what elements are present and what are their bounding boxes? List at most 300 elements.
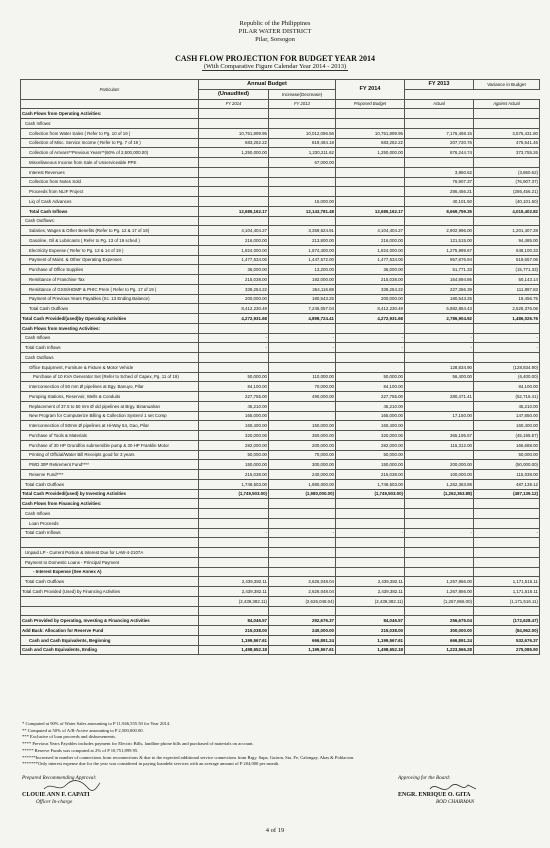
row-label	[21, 538, 199, 548]
cell-budget-fy2013: 7,245,057.04	[269, 304, 336, 314]
cell-budget-fy2013	[269, 548, 336, 558]
cell-variance: 50,000.00	[474, 450, 540, 460]
cell-variance: 1,171,516.11	[474, 587, 540, 597]
cell-actual-fy2013	[405, 382, 474, 392]
row-label: Liq of Cash Advances	[21, 197, 199, 207]
row-label: Unpaid LP - Current Portion & Interest Due for LAW-4-2107A	[21, 548, 199, 558]
preparer-title: Officer In-charge	[36, 799, 73, 805]
cell-variance: 275,085.90	[474, 645, 540, 655]
footnote: ** Computed at 50% of A/R-Active amounting to P 2,500,000.00.	[22, 727, 144, 733]
header-variance-line2: Increase(Decrease)	[269, 89, 336, 99]
table-row	[21, 577, 540, 587]
prepared-by-block	[22, 775, 97, 806]
cell-budget-fy2014: 150,000.00	[199, 460, 269, 470]
cell-budget-fy2014: 1,477,534.00	[199, 255, 269, 265]
cell-proposed-fy2014	[336, 499, 405, 509]
row-label: Purchase of 30 HP Grundfos submersible pump & 30 HP Franklin Motor	[21, 440, 199, 450]
table-row	[21, 616, 540, 626]
row-label: - Interest Expense (See Annex A)	[21, 567, 199, 577]
cell-proposed-fy2014: 150,000.00	[336, 460, 405, 470]
cell-budget-fy2014	[199, 548, 269, 558]
table-row	[21, 333, 540, 343]
row-label: Total Cash Inflows	[21, 343, 199, 353]
cell-budget-fy2014	[199, 538, 269, 548]
row-label: Total Cash Outflows	[21, 304, 199, 314]
row-label: Cash Flows from Investing Activities:	[21, 323, 199, 333]
approver-caption: Approving for the Board:	[398, 775, 451, 781]
cell-budget-fy2014: 84,100.00	[199, 382, 269, 392]
cell-proposed-fy2014: 215,038.00	[336, 275, 405, 285]
cell-variance: (3,860.62)	[474, 167, 540, 177]
cell-proposed-fy2014	[336, 353, 405, 363]
table-row	[21, 606, 540, 616]
cell-budget-fy2013: 2,626,048.04	[269, 587, 336, 597]
cell-budget-fy2013: 240,000.00	[269, 470, 336, 480]
cell-proposed-fy2014: 4,272,931.68	[336, 314, 405, 324]
subheader-fy2013: FY 2013	[269, 99, 336, 109]
cell-actual-fy2013	[405, 450, 474, 460]
table-row	[21, 255, 540, 265]
cell-actual-fy2013	[405, 557, 474, 567]
cell-budget-fy2013	[269, 557, 336, 567]
cell-budget-fy2013: 350,000.00	[269, 431, 336, 441]
cell-variance: 3,575,431.80	[474, 128, 540, 138]
table-row	[21, 216, 540, 226]
cell-actual-fy2013: 7,176,468.15	[405, 128, 474, 138]
cell-budget-fy2014	[199, 187, 269, 197]
cell-budget-fy2014: 36,000.00	[199, 265, 269, 275]
cell-budget-fy2014: 50,000.00	[199, 372, 269, 382]
cell-budget-fy2013: -	[269, 333, 336, 343]
cell-proposed-fy2014: 1,824,000.00	[336, 245, 405, 255]
cell-actual-fy2013: 17,150.00	[405, 411, 474, 421]
cell-budget-fy2013: 490,000.00	[269, 392, 336, 402]
row-label: Cash Outflows:	[21, 216, 199, 226]
cell-actual-fy2013: 3,860.62	[405, 167, 474, 177]
cell-budget-fy2013: 292,676.37	[269, 616, 336, 626]
cell-budget-fy2014	[199, 499, 269, 509]
table-row	[21, 587, 540, 597]
cell-actual-fy2013	[405, 538, 474, 548]
cell-budget-fy2013	[269, 119, 336, 129]
prepared-caption: Prepared Recommending Approval:	[22, 775, 97, 781]
cell-actual-fy2013: 1,267,866.00	[405, 577, 474, 587]
cell-budget-fy2014	[199, 323, 269, 333]
cell-budget-fy2014: 339,254.22	[199, 284, 269, 294]
row-label: Interconnection of 50mm Ø pipelines at Hi-Way 54, Gao, Pilar	[21, 421, 199, 431]
row-label: Office Equipment, Furniture & Fixture & Motor Vehicle	[21, 362, 199, 372]
cell-proposed-fy2014	[336, 216, 405, 226]
cell-proposed-fy2014: 282,000.00	[336, 440, 405, 450]
preparer-name: CLOUIE ANN F. CAPATI	[22, 792, 90, 798]
cell-budget-fy2014: 4,272,931.68	[199, 314, 269, 324]
table-row	[21, 158, 540, 168]
cell-actual-fy2013: -	[405, 333, 474, 343]
row-label: Cash Inflows	[21, 509, 199, 519]
row-label: Remittance of GSIS/HDMF & PHIC Prem ( Refer to Pg. 17 of 19 )	[21, 284, 199, 294]
cell-actual-fy2013: 76,907.37	[405, 177, 474, 187]
cell-variance: (45,195.57)	[474, 431, 540, 441]
cell-proposed-fy2014: 36,000.00	[336, 265, 405, 275]
table-header-row-1	[21, 80, 540, 90]
row-label: Cash Inflows	[21, 333, 199, 343]
cell-variance	[474, 119, 540, 129]
cell-budget-fy2014: 160,400.00	[199, 421, 269, 431]
cell-variance: 1,486,026.76	[474, 314, 540, 324]
cell-proposed-fy2014: 339,254.22	[336, 284, 405, 294]
cell-variance: 548,100.33	[474, 245, 540, 255]
cell-variance: (50,000.00)	[474, 460, 540, 470]
cell-proposed-fy2014: 227,755.00	[336, 392, 405, 402]
table-row	[21, 401, 540, 411]
cell-budget-fy2013	[269, 401, 336, 411]
table-row	[21, 343, 540, 353]
cell-variance: (487,139.12)	[474, 489, 540, 499]
cell-budget-fy2013: 240,000.00	[269, 626, 336, 636]
cell-proposed-fy2014: 160,400.00	[336, 421, 405, 431]
header-fy2013: FY 2013	[405, 80, 474, 90]
cell-budget-fy2014	[199, 518, 269, 528]
cell-budget-fy2013	[269, 216, 336, 226]
cell-budget-fy2013: 4,898,724.41	[269, 314, 336, 324]
cell-proposed-fy2014	[336, 567, 405, 577]
footnote: ******Increased in number of connections from reconnections & due to the expected additional service connections from Brgy. Sapa, Guiron, Sta. Fe, Calongay, Abas & Poblacion.	[22, 754, 355, 760]
cell-budget-fy2013	[269, 567, 336, 577]
cell-proposed-fy2014: 10,751,899.95	[336, 128, 405, 138]
cell-budget-fy2013	[269, 499, 336, 509]
cell-proposed-fy2014: 215,038.00	[336, 470, 405, 480]
row-label: Remittance of Franchise Tax	[21, 275, 199, 285]
cell-proposed-fy2014	[336, 323, 405, 333]
cell-actual-fy2013: 115,312.00	[405, 440, 474, 450]
table-row	[21, 265, 540, 275]
cell-proposed-fy2014	[336, 158, 405, 168]
row-label: Total Cash Provided/(used) by Investing Activities	[21, 489, 199, 499]
cell-actual-fy2013	[405, 606, 474, 616]
row-label: Total Cash Provided (Used) by Financing Activities	[21, 587, 199, 597]
cell-budget-fy2014: 8,412,230.49	[199, 304, 269, 314]
cell-budget-fy2013	[269, 177, 336, 187]
cell-actual-fy2013: 1,262,363.88	[405, 479, 474, 489]
cell-actual-fy2013	[405, 323, 474, 333]
cell-variance: (40,101.50)	[474, 197, 540, 207]
table-row	[21, 177, 540, 187]
header-variance-line1: Variance in Budget	[487, 81, 526, 87]
approved-by-block	[398, 775, 474, 806]
cell-budget-fy2014: 683,262.22	[199, 138, 269, 148]
cell-budget-fy2014: -	[199, 528, 269, 538]
table-row	[21, 353, 540, 363]
cell-variance: (1,171,516.11)	[474, 596, 540, 606]
cell-actual-fy2013: 280,471.41	[405, 392, 474, 402]
row-label: Interconnection of 50 mm Ø pipelines at Bgy. Banuyo, Pilar	[21, 382, 199, 392]
cell-variance: 111,897.83	[474, 284, 540, 294]
header-fy2014: FY 2014	[336, 80, 405, 100]
row-label: Total Cash Inflows	[21, 528, 199, 538]
table-row	[21, 626, 540, 636]
cell-actual-fy2013: 180,543.25	[405, 294, 474, 304]
cell-variance	[474, 216, 540, 226]
cell-variance	[474, 538, 540, 548]
row-label: Total Cash Inflows	[21, 206, 199, 216]
table-row	[21, 489, 540, 499]
footnote: *** Exclusive of loan proceeds and disbursements.	[22, 734, 117, 740]
cell-budget-fy2013	[269, 109, 336, 119]
row-label: Reserve Fund****	[21, 470, 199, 480]
cell-actual-fy2013	[405, 499, 474, 509]
table-row	[21, 304, 540, 314]
cell-actual-fy2013: 365,195.57	[405, 431, 474, 441]
row-label: Interest Revenues	[21, 167, 199, 177]
cell-budget-fy2013	[269, 518, 336, 528]
cell-variance: (128,834.90)	[474, 362, 540, 372]
cell-budget-fy2013: -	[269, 528, 336, 538]
row-label	[21, 596, 199, 606]
row-label: Miscellaneous Income from Sale of Unserviceable PPE	[21, 158, 199, 168]
table-row	[21, 392, 540, 402]
footnote: **** Previous Years Payables includes payment for Electric Bills, landline phone bills and purchased of materials on account.	[22, 741, 254, 747]
cell-budget-fy2014	[199, 119, 269, 129]
cell-proposed-fy2014: (1,749,503.00)	[336, 489, 405, 499]
row-label: Cash Flows from Operating Activities:	[21, 109, 199, 119]
table-row	[21, 548, 540, 558]
cell-proposed-fy2014	[336, 119, 405, 129]
cell-proposed-fy2014: 1,250,000.00	[336, 148, 405, 158]
table-row	[21, 528, 540, 538]
cell-budget-fy2013	[269, 509, 336, 519]
cell-actual-fy2013	[405, 518, 474, 528]
cell-budget-fy2013: 200,000.00	[269, 440, 336, 450]
cell-budget-fy2013: 1,199,567.61	[269, 645, 336, 655]
row-label	[21, 606, 199, 616]
cell-variance: 160,400.00	[474, 421, 540, 431]
header-particulars: Particulars	[21, 80, 199, 100]
cell-proposed-fy2014: 50,000.00	[336, 450, 405, 460]
table-header-row-3	[21, 99, 540, 109]
table-row	[21, 440, 540, 450]
cell-actual-fy2013	[405, 421, 474, 431]
cell-variance: (76,907.37)	[474, 177, 540, 187]
cell-budget-fy2014	[199, 167, 269, 177]
cell-variance	[474, 158, 540, 168]
table-row	[21, 197, 540, 207]
cell-proposed-fy2014	[336, 167, 405, 177]
signature-mark-right	[428, 781, 478, 795]
cell-budget-fy2013	[269, 362, 336, 372]
cell-variance	[474, 548, 540, 558]
table-row	[21, 284, 540, 294]
row-label: PWD 30P Retirement Fund****	[21, 460, 199, 470]
cell-proposed-fy2014: 2,439,382.11	[336, 577, 405, 587]
cell-budget-fy2014: (1,749,503.00)	[199, 489, 269, 499]
cell-variance: (286,456.21)	[474, 187, 540, 197]
cell-proposed-fy2014	[336, 557, 405, 567]
row-label: Purchase of Tools & Materials	[21, 431, 199, 441]
table-row	[21, 314, 540, 324]
cell-variance: -	[474, 343, 540, 353]
cell-budget-fy2013: 192,000.00	[269, 275, 336, 285]
cell-variance	[474, 499, 540, 509]
row-label: Total Cash Provided/(used)by Operating Activities	[21, 314, 199, 324]
cell-actual-fy2013	[405, 119, 474, 129]
cell-budget-fy2013: -	[269, 343, 336, 353]
row-label: Printing of Official/Water Bill Receipts good for 3 years	[21, 450, 199, 460]
cell-proposed-fy2014: 2,439,382.11	[336, 587, 405, 597]
cell-actual-fy2013: -	[405, 528, 474, 538]
table-row	[21, 128, 540, 138]
row-label: Proceeds from NLIF Project	[21, 187, 199, 197]
cell-budget-fy2014: 282,000.00	[199, 440, 269, 450]
cell-budget-fy2013	[269, 167, 336, 177]
table-row	[21, 236, 540, 246]
row-label: New Program for Computerize Billing & Collection System/ 1 set Comp	[21, 411, 199, 421]
cell-actual-fy2013: -	[405, 343, 474, 353]
cell-budget-fy2014: -	[199, 333, 269, 343]
table-row	[21, 382, 540, 392]
cell-proposed-fy2014: 215,038.00	[336, 626, 405, 636]
cell-variance: 115,038.00	[474, 470, 540, 480]
cell-proposed-fy2014	[336, 187, 405, 197]
row-label: Pumping Stations, Reservoir, Wells & Conduits	[21, 392, 199, 402]
row-label: Payment of Maint. & Other Operating Expenses	[21, 255, 199, 265]
cell-budget-fy2013: 70,000.00	[269, 450, 336, 460]
cell-proposed-fy2014: 165,000.00	[336, 411, 405, 421]
cell-budget-fy2014: (2,439,382.11)	[199, 596, 269, 606]
cell-actual-fy2013: 1,223,566.28	[405, 645, 474, 655]
cell-budget-fy2014: 215,038.00	[199, 275, 269, 285]
approver-name: ENGR. ENRIQUE O. GITA	[398, 792, 471, 798]
cell-proposed-fy2014: 8,412,230.49	[336, 304, 405, 314]
row-label: Add Back: Allocation for Reserve Fund	[21, 626, 199, 636]
cell-actual-fy2013: 40,101.50	[405, 197, 474, 207]
table-row	[21, 109, 540, 119]
cash-flow-table	[20, 79, 540, 655]
cell-budget-fy2014: 50,000.00	[199, 450, 269, 460]
row-label: Cash Flows from Financing Activities:	[21, 499, 199, 509]
row-label: Purchase of Office Supplies	[21, 265, 199, 275]
cell-budget-fy2014	[199, 216, 269, 226]
cell-proposed-fy2014: 320,000.00	[336, 431, 405, 441]
cell-proposed-fy2014: 1,199,567.61	[336, 635, 405, 645]
cell-actual-fy2013: 100,000.00	[405, 470, 474, 480]
cell-budget-fy2013: 666,891.24	[269, 635, 336, 645]
cell-budget-fy2014	[199, 177, 269, 187]
table-row	[21, 645, 540, 655]
cell-proposed-fy2014	[336, 538, 405, 548]
cell-variance	[474, 323, 540, 333]
cell-budget-fy2014: 165,000.00	[199, 411, 269, 421]
cell-variance: 84,100.00	[474, 382, 540, 392]
cell-actual-fy2013: (1,267,866.00)	[405, 596, 474, 606]
cell-variance: 166,688.00	[474, 440, 540, 450]
cell-budget-fy2013	[269, 323, 336, 333]
row-label: Collection of Misc. Service Income ( Refer to Pg. 7 of 19 )	[21, 138, 199, 148]
signature-mark-left	[42, 779, 102, 793]
cell-variance	[474, 606, 540, 616]
cell-actual-fy2013: 876,244.74	[405, 148, 474, 158]
cell-proposed-fy2014: -	[336, 528, 405, 538]
cell-variance: (15,771.33)	[474, 265, 540, 275]
footnotes	[22, 721, 532, 768]
cell-variance	[474, 557, 540, 567]
cell-actual-fy2013: 51,771.33	[405, 265, 474, 275]
table-row	[21, 148, 540, 158]
cell-budget-fy2014	[199, 567, 269, 577]
cell-budget-fy2013: 10,012,086.56	[269, 128, 336, 138]
cell-actual-fy2013	[405, 216, 474, 226]
cell-actual-fy2013: 666,891.24	[405, 635, 474, 645]
table-row	[21, 596, 540, 606]
cell-budget-fy2013: 110,000.00	[269, 372, 336, 382]
cell-proposed-fy2014: 4,104,404.27	[336, 226, 405, 236]
cell-variance: 373,755.26	[474, 148, 540, 158]
cell-proposed-fy2014: (2,439,382.11)	[336, 596, 405, 606]
subheader-proposed: Proposed Budget	[336, 99, 405, 109]
cell-variance: 147,850.00	[474, 411, 540, 421]
cell-budget-fy2014	[199, 353, 269, 363]
republic-line: Republic of the Philippines	[239, 20, 311, 27]
cell-actual-fy2013	[405, 509, 474, 519]
agency-header	[0, 20, 550, 44]
header-variance	[474, 80, 540, 90]
page-number: 4 of 19	[265, 827, 285, 834]
table-row	[21, 635, 540, 645]
row-label: Gasoline, Oil & Lubricants ( Refer to Pg. 13 of 19 sched )	[21, 236, 199, 246]
cell-actual-fy2013: 164,894.86	[405, 275, 474, 285]
cell-budget-fy2014: 1,250,000.00	[199, 148, 269, 158]
cell-budget-fy2013: 13,200.00	[269, 265, 336, 275]
cell-actual-fy2013: 286,456.21	[405, 187, 474, 197]
cell-variance: -	[474, 528, 540, 538]
cell-budget-fy2013	[269, 606, 336, 616]
cell-budget-fy2014: 4,104,404.27	[199, 226, 269, 236]
cell-variance	[474, 518, 540, 528]
cell-actual-fy2013	[405, 401, 474, 411]
cell-budget-fy2013: 70,000.00	[269, 382, 336, 392]
cell-actual-fy2013	[405, 109, 474, 119]
cell-proposed-fy2014: 84,100.00	[336, 382, 405, 392]
subheader-fy2014: FY 2014	[199, 99, 269, 109]
header-unaudited: (Unaudited)	[199, 89, 269, 99]
cell-actual-fy2013: (1,262,363.88)	[405, 489, 474, 499]
cell-budget-fy2014	[199, 362, 269, 372]
footnote: ***** Reserve Funds was computed at 2% of P 10,751,899.95.	[22, 747, 139, 753]
cell-actual-fy2013: 207,720.76	[405, 138, 474, 148]
cell-actual-fy2013	[405, 567, 474, 577]
cell-budget-fy2014: 320,000.00	[199, 431, 269, 441]
footnote: *******Only interest expense due for the year was considered in paying loandebt services with an average amount of P 204,000 per month.	[22, 761, 280, 767]
row-label: Collection from Notes Sold	[21, 177, 199, 187]
row-label: Payment of Previous Years Payables (Sc. 13 Ending Balance)	[21, 294, 199, 304]
cell-proposed-fy2014	[336, 509, 405, 519]
cell-actual-fy2013: 200,000.00	[405, 460, 474, 470]
table-row	[21, 421, 540, 431]
cell-actual-fy2013: 227,356.39	[405, 284, 474, 294]
cell-budget-fy2014: 2,439,382.11	[199, 577, 269, 587]
cell-variance: 2,529,376.06	[474, 304, 540, 314]
cell-budget-fy2014	[199, 606, 269, 616]
cell-budget-fy2014: 1,199,567.61	[199, 635, 269, 645]
row-label: Collection of Arrears**Previous Years**(60% of 2,500,000.00)	[21, 148, 199, 158]
cell-budget-fy2013: (1,980,000.00)	[269, 489, 336, 499]
table-row	[21, 362, 540, 372]
row-label: Cash Outflows	[21, 353, 199, 363]
cell-budget-fy2013: 67,000.00	[269, 158, 336, 168]
row-label: Payment to Domestic Loans - Principal Payment	[21, 557, 199, 567]
cell-budget-fy2013: 1,230,211.62	[269, 148, 336, 158]
cell-budget-fy2014: 216,000.00	[199, 236, 269, 246]
cell-proposed-fy2014	[336, 548, 405, 558]
